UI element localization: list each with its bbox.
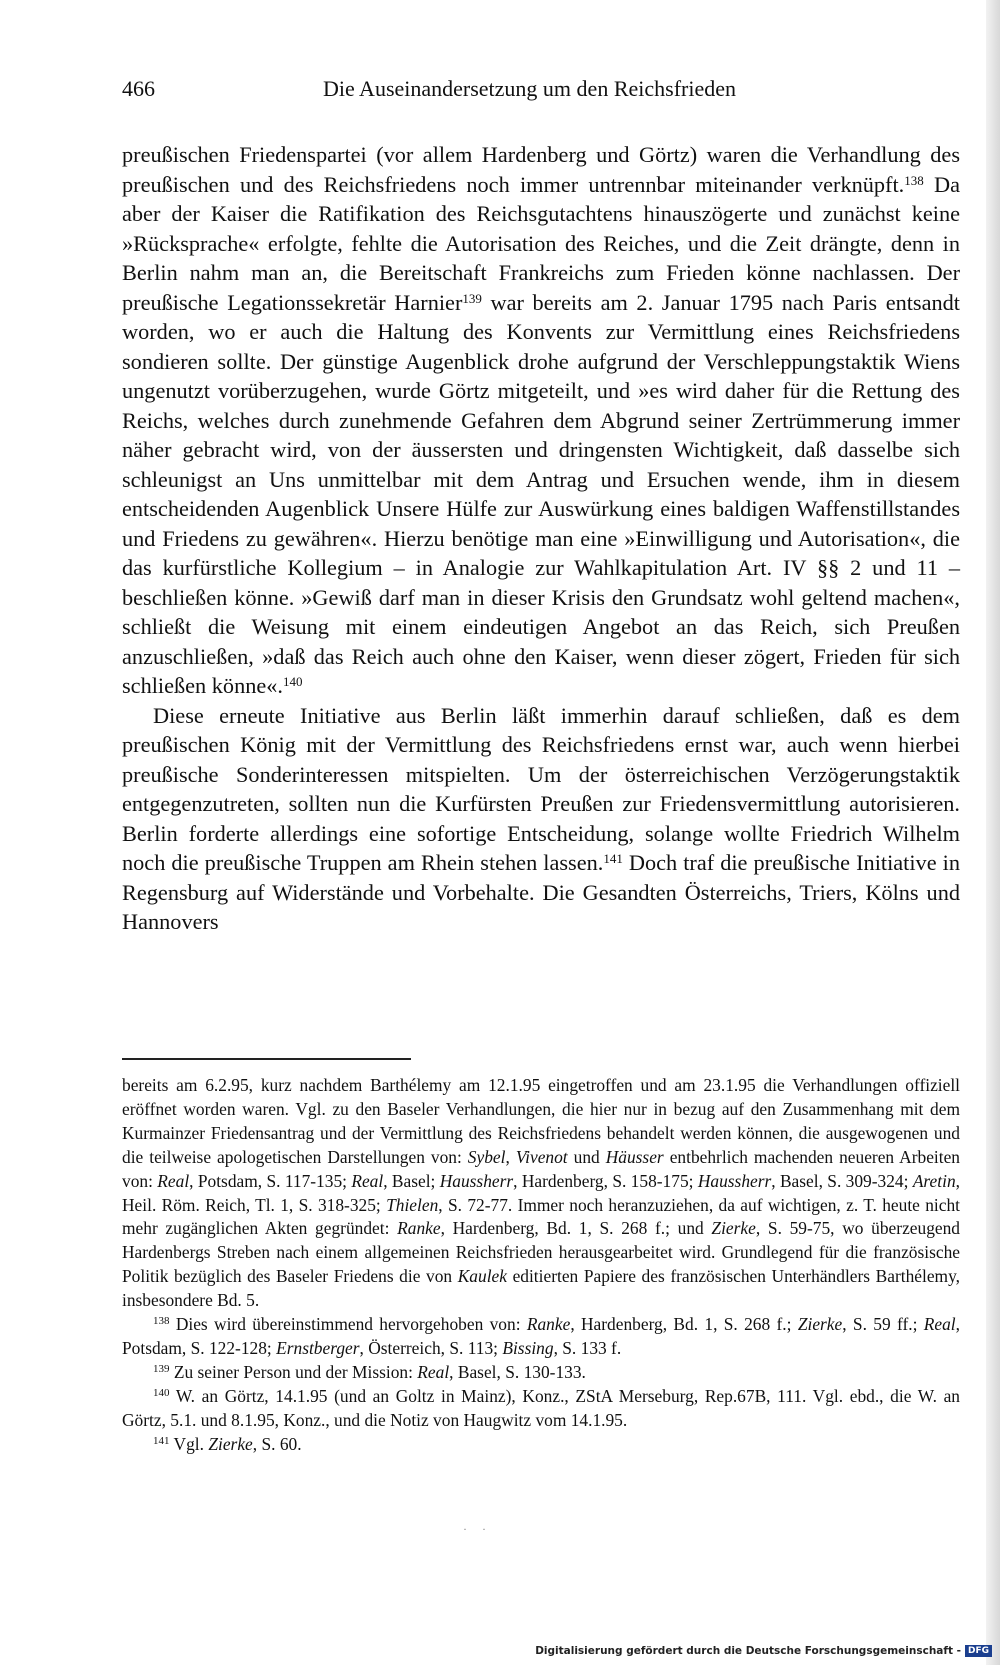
footnote-continuation <box>122 1074 960 1313</box>
footnote-ref[interactable]: 138 <box>904 172 924 188</box>
text-run: , Heil. Röm. Reich, Tl. 1, S. 318-325; <box>122 1170 960 1215</box>
footnote-number: 141 <box>153 1434 170 1447</box>
author-name: Real <box>351 1170 384 1191</box>
text-run: editierten Papiere des französischen Unterhändlers Barthélemy, insbesondere Bd. 5. <box>122 1266 960 1311</box>
text-run: Da aber der Kaiser die Ratifikation des Reichsgutachtens hinauszögerte und zunächst keine »Rücksprache« erfolgte, fehlte die Autorisation des Reiches, und die Zeit drängte, denn in Berlin nahm man an, die Bereitschaft Frankreichs zum Frieden könne nachlassen. Der preußische Legationssekretär Harnier <box>122 171 960 315</box>
text-run: preußischen Friedenspartei (vor allem Hardenberg und Görtz) waren die Verhandlung des preußischen und des Reichsfriedens noch immer untrennbar miteinander verknüpft. <box>122 142 960 197</box>
author-name: Vivenot <box>515 1146 568 1167</box>
author-name: Real <box>923 1314 956 1335</box>
author-name: Sybel <box>467 1146 506 1167</box>
page-number: 466 <box>122 76 155 101</box>
text-run: , Basel, S. 130-133. <box>449 1361 586 1382</box>
author-name: Ranke <box>397 1218 441 1239</box>
dfg-logo-icon: DFG <box>965 1645 992 1657</box>
text-run: , Hardenberg, Bd. 1, S. 268 f.; <box>570 1314 798 1335</box>
text-run: Diese erneute Initiative aus Berlin läßt immerhin darauf schließen, daß es dem preußischen König mit der Vermittlung des Reichsfriedens ernst war, auch wenn hierbei preußische Sonderinteressen mitspielten. Um der österreichischen Verzögerungstaktik entgegenzutreten, sollten nun die Kurfürsten Preußen zur Friedensvermittlung autorisieren. Berlin forderte allerdings eine sofortige Entscheidung, solange wollte Friedrich Wilhelm noch die preußische Truppen am Rhein stehen lassen. <box>122 702 960 875</box>
author-name: Haussherr <box>697 1170 772 1191</box>
footnote-ref[interactable]: 139 <box>462 290 482 306</box>
footnote-number: 139 <box>153 1362 170 1375</box>
text-run: , S. 59-75, wo überzeugend Hardenbergs Streben nach einem allgemeinen Reichsfrieden herausgearbeitet wird. Grundlegend für die französische Politik bezüglich des Baseler Friedens die von <box>122 1218 961 1287</box>
text-run: und <box>567 1146 606 1167</box>
running-title: Die Auseinandersetzung um den Reichsfrieden <box>323 76 736 101</box>
author-name: Real <box>417 1361 450 1382</box>
author-name: Zierke <box>711 1218 756 1239</box>
text-run: bereits am 6.2.95, kurz nachdem Barthélemy am 12.1.95 eingetroffen und am 23.1.95 die Verhandlungen offiziell eröffnet worden waren. Vgl. zu den Baseler Verhandlungen, die hier nur in bezug auf den Zusammenhang mit dem Kurmainzer Friedensantrag und der Vermittlung des Reichsfriedens behandelt werden können, die ausgewogenen und die teilweise apologetischen Darstellungen von: <box>122 1075 960 1167</box>
credit-text: Digitalisierung gefördert durch die Deutsche Forschungsgemeinschaft - <box>535 1645 961 1657</box>
footnotes <box>122 1074 960 1457</box>
text-run: , Hardenberg, S. 158-175; <box>513 1170 698 1191</box>
footnote-number: 138 <box>153 1315 170 1328</box>
paragraph <box>122 701 960 937</box>
author-name: Zierke <box>208 1433 253 1454</box>
author-name: Kaulek <box>457 1266 507 1287</box>
footnote-number: 140 <box>153 1386 170 1399</box>
author-name: Häusser <box>605 1146 664 1167</box>
footnote-ref[interactable]: 141 <box>603 851 623 866</box>
author-name: Bissing <box>502 1337 554 1358</box>
text-run: , Österreich, S. 113; <box>359 1337 503 1358</box>
text-run: entbehrlich machenden neueren Arbeiten von: <box>122 1146 960 1191</box>
text-run: , Hardenberg, Bd. 1, S. 268 f.; und <box>440 1218 712 1239</box>
page-edge-shadow <box>986 0 1000 1665</box>
digitization-credit <box>535 1645 992 1657</box>
text-run: Dies wird übereinstimmend hervorgehoben von: <box>169 1314 527 1335</box>
text-run: , S. 133 f. <box>553 1337 622 1358</box>
footnote-141 <box>122 1433 960 1457</box>
author-name: Zierke <box>797 1314 843 1335</box>
text-run: , <box>505 1146 516 1167</box>
author-name: Ernstberger <box>276 1337 360 1358</box>
author-name: Ranke <box>526 1314 571 1335</box>
text-run: Vgl. <box>169 1433 209 1454</box>
footnote-140 <box>122 1385 960 1433</box>
author-name: Thielen <box>386 1194 439 1215</box>
author-name: Real <box>157 1170 190 1191</box>
scan-artifact-dots: · · <box>463 1522 492 1536</box>
text-run: , Basel; <box>383 1170 440 1191</box>
paragraph <box>122 140 960 701</box>
text-run: Zu seiner Person und der Mission: <box>169 1361 418 1382</box>
footnote-138 <box>122 1313 960 1361</box>
footnote-139 <box>122 1361 960 1385</box>
author-name: Haussherr <box>439 1170 514 1191</box>
text-run: , S. 72-77. Immer noch heranzuziehen, da auf wichtigen, z. T. heute nicht mehr zugänglichen Akten gegründet: <box>122 1194 960 1239</box>
text-run: , Potsdam, S. 117-135; <box>189 1170 352 1191</box>
author-name: Aretin <box>912 1170 956 1191</box>
footnote-ref[interactable]: 140 <box>283 674 303 689</box>
text-run: , Basel, S. 309-324; <box>771 1170 913 1191</box>
text-run: W. an Görtz, 14.1.95 (und an Goltz in Mainz), Konz., ZStA Merseburg, Rep.67B, 111. Vgl. ebd., die W. an Görtz, 5.1. und 8.1.95, Konz., und die Notiz von Haugwitz vom 14.1.95. <box>122 1385 960 1430</box>
text-run: , Potsdam, S. 122-128; <box>122 1314 960 1358</box>
text-run: , S. 59 ff.; <box>842 1314 924 1335</box>
main-text <box>122 140 960 937</box>
footnote-separator <box>122 1058 411 1060</box>
text-run: Doch traf die preußische Initiative in Regensburg auf Widerstände und Vorbehalte. Die Gesandten Österreichs, Triers, Kölns und Hannovers <box>122 850 960 934</box>
text-run: war bereits am 2. Januar 1795 nach Paris entsandt worden, wo er auch die Haltung des Konvents zur Vermittlung eines Reichsfriedens sondieren sollte. Der günstige Augenblick drohe aufgrund der Verschleppungstaktik Wiens ungenutzt vorüberzugehen, wurde Görtz mitgeteilt, und »es wird daher für die Rettung des Reichs, welches durch zunehmende Gefahren dem Abgrund seiner Zertrümmerung immer näher gebracht wird, von der äussersten und dringensten Wichtigkeit, daß dasselbe sich schleunigst an Uns unmittelbar mit dem Antrag und Ersuchen wende, ihm in diesem entscheidenden Augenblick Unsere Hülfe zur Auswürkung eines baldigen Waffenstillstandes und Friedens zu gewähren«. Hierzu benötige man eine »Einwilligung und Autorisation«, die das kurfürstliche Kollegium – in Analogie zur Wahlkapitulation Art. IV §§ 2 und 11 – beschließen könne. »Gewiß darf man in dieser Krisis den Grundsatz wohl geltend machen«, schließt die Weisung mit einem eindeutigen Angebot an das Reich, sich Preußen anzuschließen, »daß das Reich auch ohne den Kaiser, wenn dieser zögert, Frieden für sich schließen könne«. <box>122 289 960 698</box>
text-run: , S. 60. <box>252 1433 302 1454</box>
